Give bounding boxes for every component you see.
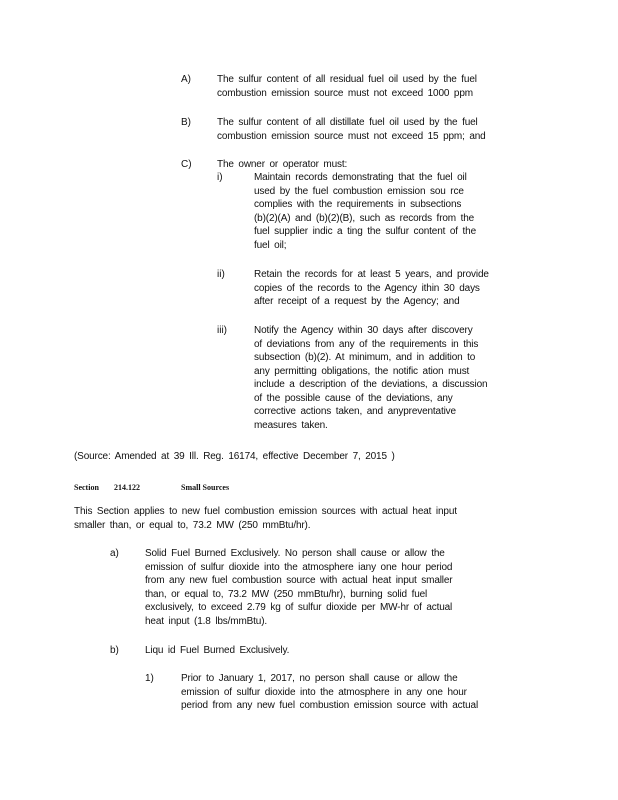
subsection-a-label: a) — [110, 548, 119, 559]
paragraph-a-label: A) — [181, 74, 191, 85]
subitem-iii-text: Notify the Agency within 30 days after discovery of deviations from any of the requirements in this subsection (b)(2). At minimum, and in addition to any permitting obligations, the notific ation must include a description of the deviations, a discussion of the possible cause of the deviations, any corrective actions taken, and anypreventative measures taken. — [254, 325, 488, 431]
subsection-b1-label: 1) — [145, 673, 154, 684]
paragraph-a-text: The sulfur content of all residual fuel oil used by the fuel combustion emission source must not exceed 1000 ppm — [217, 74, 477, 99]
subsection-b-text: Liqu id Fuel Burned Exclusively. — [145, 645, 290, 656]
subitem-ii-text: Retain the records for at least 5 years, and provide copies of the records to the Agency ithin 30 days after receipt of a request by the Agency; and — [254, 269, 489, 307]
paragraph-c-text: The owner or operator must: — [217, 159, 348, 170]
subsection-b1-text: Prior to January 1, 2017, no person shall cause or allow the emission of sulfur dioxide into the atmosphere in any one hour period from any new fuel combustion emission source with actual — [181, 673, 479, 711]
source-note: (Source: Amended at 39 Ill. Reg. 16174, effective December 7, 2015 ) — [74, 451, 395, 462]
subitem-iii-label: iii) — [217, 325, 227, 336]
paragraph-b-label: B) — [181, 117, 191, 128]
subitem-i-label: i) — [217, 172, 223, 183]
subsection-a-text: Solid Fuel Burned Exclusively. No person shall cause or allow the emission of sulfur dioxide into the atmosphere iany one hour period from any new fuel combustion source with actual heat input smaller than, or equal to, 73.2 MW (250 mmBtu/hr), burning solid fuel exclusively, to exceed 2.79 kg of sulfur dioxide per MW-hr of actual heat input (1.8 lbs/mmBtu). — [145, 548, 453, 627]
section-intro: This Section applies to new fuel combustion emission sources with actual heat input smaller than, or equal to, 73.2 MW (250 mmBtu/hr). — [74, 506, 457, 531]
section-label: Section — [74, 483, 99, 492]
section-title: Small Sources — [181, 483, 230, 492]
subsection-b-label: b) — [110, 645, 119, 656]
paragraph-b-text: The sulfur content of all distillate fuel oil used by the fuel combustion emission source must not exceed 15 ppm; and — [217, 117, 486, 142]
subitem-i-text: Maintain records demonstrating that the fuel oil used by the fuel combustion emission sou rce complies with the requirements in subsections (b)(2)(A) and (b)(2)(B), such as records from the fuel supplier indic a ting the sulfur content of the fuel oil; — [254, 172, 476, 251]
section-number: 214.122 — [114, 483, 140, 492]
paragraph-c-label: C) — [181, 159, 192, 170]
subitem-ii-label: ii) — [217, 269, 225, 280]
